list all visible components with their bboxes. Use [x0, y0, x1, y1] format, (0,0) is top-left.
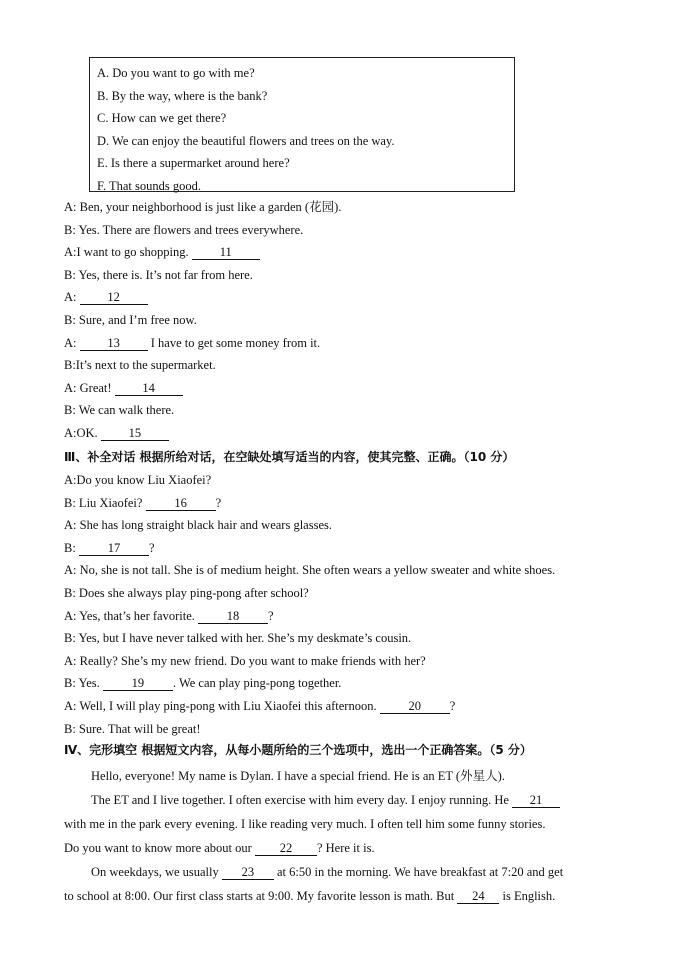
option-b: B. By the way, where is the bank?	[97, 88, 268, 103]
option-d: D. We can enjoy the beautiful flowers and trees on the way.	[97, 133, 395, 148]
passage-line: with me in the park every evening. I like reading very much. I often tell him some funny stories.	[64, 817, 546, 831]
dialogue-line: A: Great! 14	[64, 379, 183, 397]
options-box	[89, 57, 515, 192]
blank-22: 22	[255, 841, 317, 856]
blank-11: 11	[192, 245, 260, 260]
dialogue-line: B: Yes, but I have never talked with her. She’s my deskmate’s cousin.	[64, 631, 412, 646]
dialogue-line: A:Do you know Liu Xiaofei?	[64, 473, 212, 487]
blank-17: 17	[79, 541, 149, 556]
dialogue-line: A:OK. 15	[64, 424, 169, 442]
dialogue-line: B: 17 ?	[64, 540, 155, 555]
dialogue-line: B: Yes, there is. It’s not far from here.	[64, 267, 253, 282]
dialogue-line: B: Yes. 19 . We can play ping-pong together.	[64, 676, 342, 691]
blank-12: 12	[80, 290, 148, 305]
dialogue-line: B: Sure, and I’m free now.	[64, 313, 197, 327]
option-f: F. That sounds good.	[97, 178, 201, 193]
option-a: A. Do you want to go with me?	[97, 66, 255, 80]
dialogue-line: A: 13 I have to get some money from it.	[64, 335, 321, 350]
blank-21: 21	[512, 793, 560, 808]
passage-paragraph-1: Hello, everyone! My name is Dylan. I have a special friend. He is an ET (外星人).	[91, 769, 505, 783]
passage-line: On weekdays, we usually 23 at 6:50 in the morning. We have breakfast at 7:20 and get	[91, 865, 564, 879]
blank-19: 19	[103, 676, 173, 691]
blank-20: 20	[380, 699, 450, 714]
dialogue-line: B: We can walk there.	[64, 403, 175, 418]
dialogue-line: A: Yes, that’s her favorite. 18 ?	[64, 608, 274, 623]
blank-15: 15	[101, 426, 169, 441]
dialogue-line: A: She has long straight black hair and wears glasses.	[64, 518, 332, 533]
dialogue-line: A: 12	[64, 288, 148, 306]
option-c: C. How can we get there?	[97, 111, 227, 126]
dialogue-line: B: Liu Xiaofei? 16 ?	[64, 495, 222, 510]
dialogue-line: A:I want to go shopping. 11	[64, 243, 260, 261]
dialogue-line: B: Sure. That will be great!	[64, 721, 201, 736]
dialogue-line: A: Well, I will play ping-pong with Liu Xiaofei this afternoon. 20 ?	[64, 699, 456, 713]
blank-18: 18	[198, 609, 268, 624]
section-3-heading: Ⅲ、补全对话 根据所给对话，在空缺处填写适当的内容，使其完整、正确。（10 分）	[64, 450, 515, 464]
dialogue-line: A: Really? She’s my new friend. Do you want to make friends with her?	[64, 653, 426, 668]
dialogue-line: B: Yes. There are flowers and trees everywhere.	[64, 222, 304, 237]
dialogue-line: A: Ben, your neighborhood is just like a garden (花园).	[64, 200, 342, 214]
blank-13: 13	[80, 336, 148, 351]
dialogue-line: B: Does she always play ping-pong after school?	[64, 586, 309, 600]
option-e: E. Is there a supermarket around here?	[97, 156, 290, 171]
dialogue-line: A: No, she is not tall. She is of medium height. She often wears a yellow sweater and white shoes.	[64, 563, 556, 578]
section-4-heading: Ⅳ、完形填空 根据短文内容，从每小题所给的三个选项中，选出一个正确答案。（5 分）	[64, 743, 532, 757]
passage-line: The ET and I live together. I often exercise with him every day. I enjoy running. He 21	[91, 791, 560, 809]
blank-24: 24	[457, 889, 499, 904]
passage-line: Do you want to know more about our 22 ? Here it is.	[64, 841, 375, 855]
passage-line: to school at 8:00. Our first class starts at 9:00. My favorite lesson is math. But 24 is English.	[64, 889, 556, 903]
dialogue-line: B:It’s next to the supermarket.	[64, 358, 216, 373]
blank-14: 14	[115, 381, 183, 396]
blank-16: 16	[146, 496, 216, 511]
blank-23: 23	[222, 865, 274, 880]
